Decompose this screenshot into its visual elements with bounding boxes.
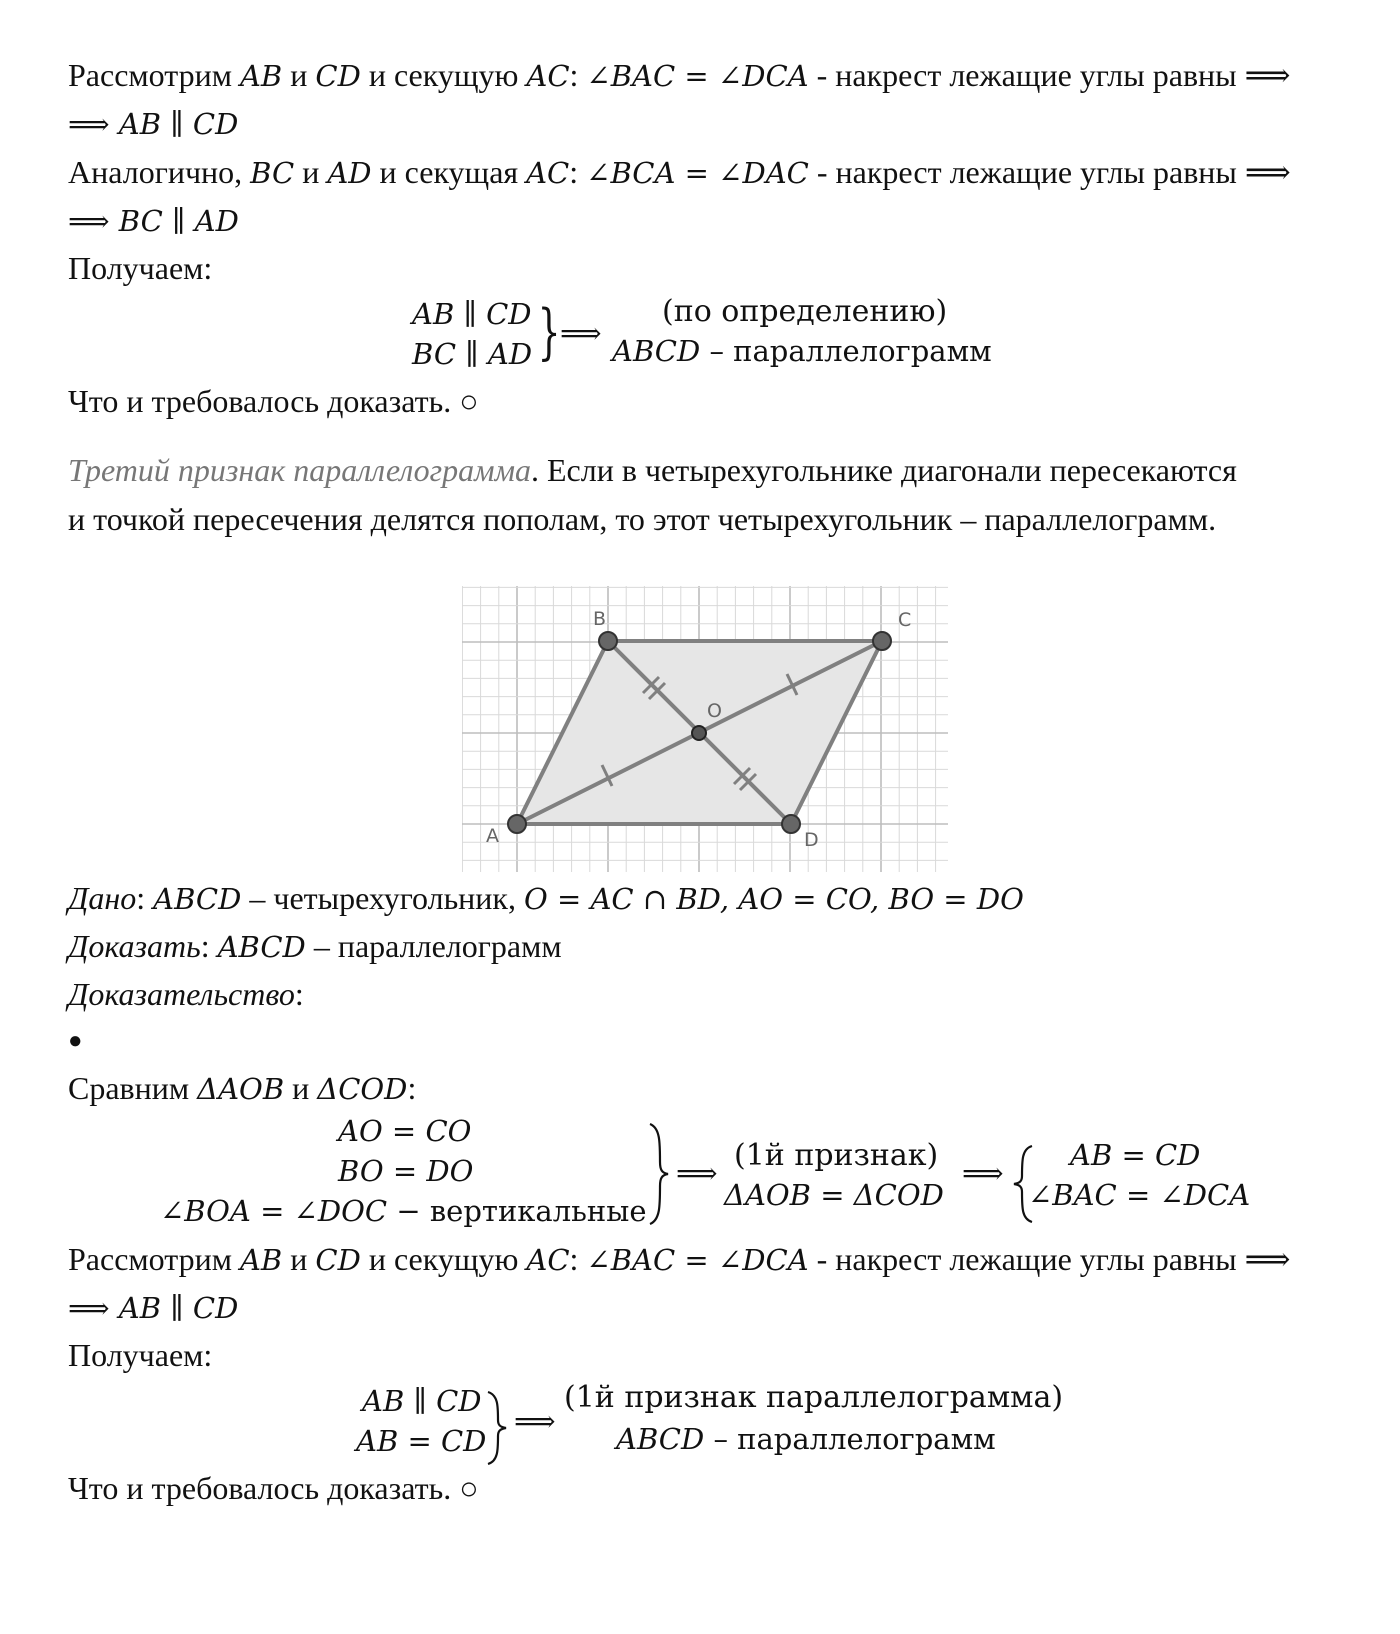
point-a: [508, 815, 526, 833]
text: - накрест лежащие углы равны ⟹: [808, 154, 1291, 190]
text: :: [569, 154, 587, 190]
qed: [68, 382, 479, 420]
result-row: ∠BAC = ∠DCA: [1028, 1178, 1251, 1212]
system-row: AB ∥ CD: [362, 1384, 482, 1418]
system-row: BC ∥ AD: [412, 337, 533, 371]
system-row: AB = CD: [356, 1424, 487, 1458]
text-line: [68, 201, 239, 240]
system-row: AB ∥ CD: [412, 297, 532, 331]
text: Что и требовалось доказать. ○: [68, 1470, 479, 1506]
text: . Если в четырехугольнике диагонали пересекаются: [531, 452, 1237, 488]
math: ABCD: [217, 930, 306, 964]
text: и: [282, 1241, 316, 1277]
math: AB: [239, 1243, 283, 1277]
theorem-line: [68, 451, 1237, 489]
prove-line: [68, 927, 562, 966]
label-b: B: [593, 608, 607, 630]
math: ΔCOD: [317, 1072, 408, 1106]
right-brace: [648, 1122, 672, 1226]
note: (1й признак параллелограмма): [564, 1380, 1064, 1415]
right-brace: [486, 1390, 508, 1466]
result: [612, 334, 992, 369]
text: :: [407, 1070, 417, 1106]
text: :: [136, 880, 154, 916]
math: ⟹ BC ∥ AD: [68, 204, 239, 238]
note: (1й признак): [734, 1138, 939, 1173]
math: BC: [250, 156, 295, 190]
math: O = AC ∩ BD, AO = CO, BO = DO: [523, 882, 1024, 916]
math: ΔAOB: [197, 1072, 285, 1106]
text: Аналогично,: [68, 154, 251, 190]
text: :: [569, 57, 587, 93]
text: - накрест лежащие углы равны ⟹: [808, 1241, 1291, 1277]
qed: [68, 1469, 479, 1507]
text: и точкой пересечения делятся пополам, то этот четырехугольник – параллелограмм.: [68, 501, 1217, 537]
label-d: D: [804, 829, 819, 851]
text-line: [68, 1288, 238, 1327]
math: CD: [315, 1243, 361, 1277]
text: – параллелограмм: [700, 334, 992, 368]
text-line: [68, 249, 212, 287]
prove-label: Доказать: [68, 928, 201, 964]
right-brace: }: [537, 297, 561, 367]
text: и секущую: [360, 1241, 527, 1277]
theorem-title: Третий признак параллелограмма: [68, 452, 531, 488]
math: ∠BAC = ∠DCA: [586, 1243, 809, 1277]
math: ABCD: [616, 1422, 705, 1456]
text: Сравним: [68, 1070, 198, 1106]
point-b: [599, 632, 617, 650]
parallelogram-figure: [462, 586, 948, 872]
text: Рассмотрим: [68, 57, 240, 93]
text: Что и требовалось доказать. ○: [68, 383, 479, 419]
point-d: [782, 815, 800, 833]
text: – четырехугольник,: [241, 880, 524, 916]
math: ∠BAC = ∠DCA: [586, 59, 809, 93]
note: (по определению): [662, 294, 948, 329]
math: AC: [526, 1243, 570, 1277]
math: ABCD: [153, 882, 242, 916]
math: AC: [526, 156, 570, 190]
compare-line: [68, 1069, 416, 1108]
label-c: C: [898, 609, 912, 631]
math: AD: [327, 156, 372, 190]
text: и: [294, 154, 328, 190]
text: и: [282, 57, 316, 93]
given-label: Дано: [68, 880, 137, 916]
result: [616, 1422, 996, 1457]
text: и секущая: [371, 154, 527, 190]
math: AC: [526, 59, 570, 93]
math: ⟹ AB ∥ CD: [68, 1291, 239, 1325]
text-line: [68, 1240, 1291, 1279]
system-row: AO = CO: [338, 1114, 472, 1148]
math: AB: [239, 59, 283, 93]
text: :: [294, 976, 304, 1012]
bullet: [68, 1022, 83, 1060]
text-line: [68, 1336, 212, 1374]
math: ∠BCA = ∠DAC: [586, 156, 809, 190]
label-a: A: [486, 825, 499, 847]
math: CD: [315, 59, 361, 93]
result: ΔAOB = ΔCOD: [724, 1178, 944, 1212]
text-line: [68, 153, 1291, 192]
text: - накрест лежащие углы равны ⟹: [808, 57, 1291, 93]
label-o: O: [707, 700, 722, 722]
point-o: [692, 726, 706, 740]
math: ABCD: [612, 334, 701, 368]
bullet-dot: ●: [68, 1028, 83, 1054]
implies-arrow: ⟹: [514, 1404, 556, 1438]
text: Получаем:: [68, 1337, 213, 1373]
point-c: [873, 632, 891, 650]
text: :: [569, 1241, 587, 1277]
text: − вертикальные: [387, 1194, 647, 1228]
implies-arrow: ⟹: [676, 1156, 718, 1190]
text-line: [68, 56, 1291, 95]
system-row: BO = DO: [338, 1154, 474, 1188]
implies-arrow: ⟹: [962, 1156, 1004, 1190]
text: – параллелограмм: [305, 928, 562, 964]
given-line: [68, 879, 1024, 918]
system-row: [160, 1194, 646, 1229]
implies-arrow: ⟹: [560, 316, 602, 350]
text: и: [284, 1070, 318, 1106]
math: ∠BOA = ∠DOC: [160, 1194, 388, 1228]
proof-label: Доказательство: [68, 976, 295, 1012]
text: – параллелограмм: [704, 1422, 996, 1456]
result-row: AB = CD: [1070, 1138, 1201, 1172]
math: ⟹ AB ∥ CD: [68, 107, 239, 141]
text: :: [200, 928, 218, 964]
text: Рассмотрим: [68, 1241, 240, 1277]
theorem-line: [68, 500, 1216, 538]
text: Получаем:: [68, 250, 213, 286]
proof-line: [68, 975, 304, 1013]
text-line: [68, 104, 238, 143]
text: и секущую: [360, 57, 527, 93]
